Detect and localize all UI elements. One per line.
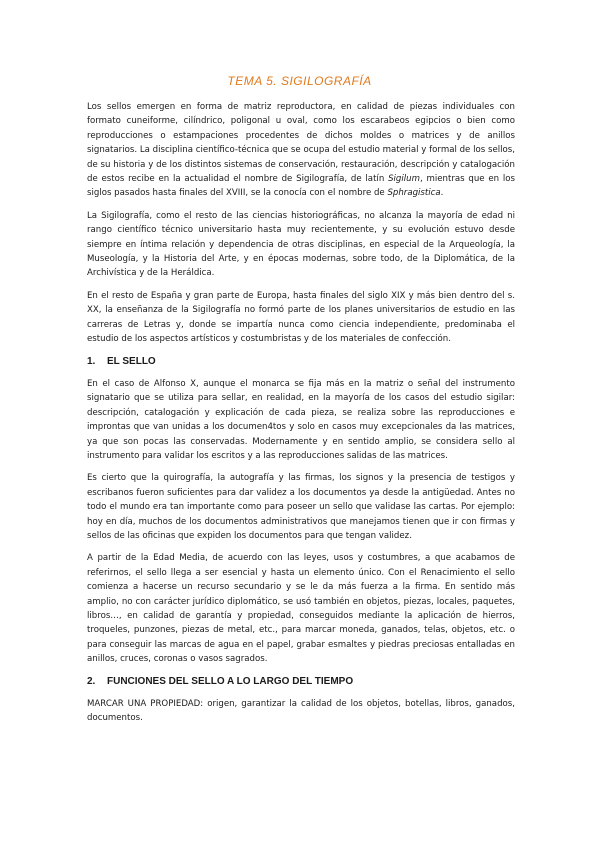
paragraph-marcar-propiedad: MARCAR UNA PROPIEDAD: origen, garantizar la calidad de los objetos, botellas, libros, ganados, documentos. (87, 699, 515, 724)
paragraph-intro (87, 100, 515, 201)
paragraph-espana: En el resto de España y gran parte de Europa, hasta finales del siglo XIX y más bien dentro del s. XX, la enseñanza de la Sigilografía no formó parte de los planes universitarios de estudio en las carreras de Letras y, donde se impartía nunca como ciencia independiente, predominaba el estudio de los aspectos artísticos y costumbristas y de los materiales de confección. (87, 290, 515, 345)
section-heading-text: FUNCIONES DEL SELLO A LO LARGO DEL TIEMPO (107, 675, 354, 687)
paragraph-edad-media: A partir de la Edad Media, de acuerdo con las leyes, usos y costumbres, a que acabamos de referirnos, el sello llega a ser esencial y hasta un elemento único. Con el Renacimiento el sello comienza a hacerse un recurso secundario y se le da más fuerza a la firma. En sentido más amplio, no con carácter jurídico diplomático, se usó también en objetos, piezas, locales, paquetes, libros…, en calidad de garantía y propiedad, conseguidos mediante la aplicación de hierros, troqueles, punzones, piezas de metal, etc., para marcar moneda, ganados, telas, objetos, etc. o para conseguir las marcas de agua en el papel, grabar esmaltes y piedras preciosas entalladas en anillos, cruces, coronas o vasos sagrados. (87, 553, 515, 665)
document-body (87, 100, 515, 734)
section-heading-funciones (87, 675, 515, 689)
paragraph-alfonso: En el caso de Alfonso X, aunque el monarca se fija más en la matriz o señal del instrumento signatario que se utiliza para sellar, en realidad, en la mayoría de los casos del estudio sigilar: descripción, catalogación y explicación de cada pieza, se realiza sobre las reproducciones e improntas que van unidas a los documen4tos y solo en casos muy excepcionales da las matrices, ya que son pocas las conservadas. Modernamente y en sentido amplio, se considera sello al instrumento para validar los escritos y a las reproducciones salidas de las matrices. (87, 378, 515, 461)
paragraph-intro-text-a: Los sellos emergen en forma de matriz reproductora, en calidad de piezas individuales con formato cuneiforme, cilíndrico, poligonal u oval, como los escarabeos egipcios o bien como reproducciones o estampaciones procedentes de dichos moldes o matrices y de anillos signatarios. La disciplina científico-técnica que se ocupa del estudio material y formal de los sellos, de su historia y de los distintos sistemas de conservación, restauración, descripción y catalogación de estos recibe en la actualidad el nombre de Sigilografía, de latín (87, 102, 515, 185)
paragraph-quirografia: Es cierto que la quirografía, la autografía y las firmas, los signos y la presencia de testigos y escribanos fueron suficientes para dar validez a los documentos ya desde la antigüedad. Antes no todo el mundo era tan importante como para poseer un sello que validase las cartas. Por ejemplo: hoy en día, muchos de los documentos administrativos que manejamos tienen que ir con firmas y sellos de las oficinas que expiden los documentos para que tengan validez. (87, 473, 515, 541)
document-title: TEMA 5. SIGILOGRAFÍA (227, 74, 372, 88)
section-number: 1. (87, 355, 96, 367)
section-number: 2. (87, 675, 96, 687)
term-sphragistica: Sphragistica (387, 188, 441, 199)
paragraph-intro-text-c: . (440, 188, 444, 199)
paragraph-intro-text-b: , mientras que en los siglos pasados hasta finales del XVIII, se la conocía con el nombre de (87, 174, 516, 199)
term-sigilum: Sigilum (388, 174, 420, 185)
section-heading-el-sello (87, 355, 515, 369)
section-heading-text: EL SELLO (107, 355, 156, 367)
paragraph-sigilografia: La Sigilografía, como el resto de las ciencias historiográficas, no alcanza la mayoría de edad ni rango científico técnico universitario hasta muy recientemente, y su evolución estuvo desde siempre en íntima relación y dependencia de otras disciplinas, en especial de la Arqueología, la Museología, y la Historia del Arte, y en épocas modernas, sobre todo, de la Diplomática, de la Archivística y de la Heráldica. (87, 210, 515, 279)
